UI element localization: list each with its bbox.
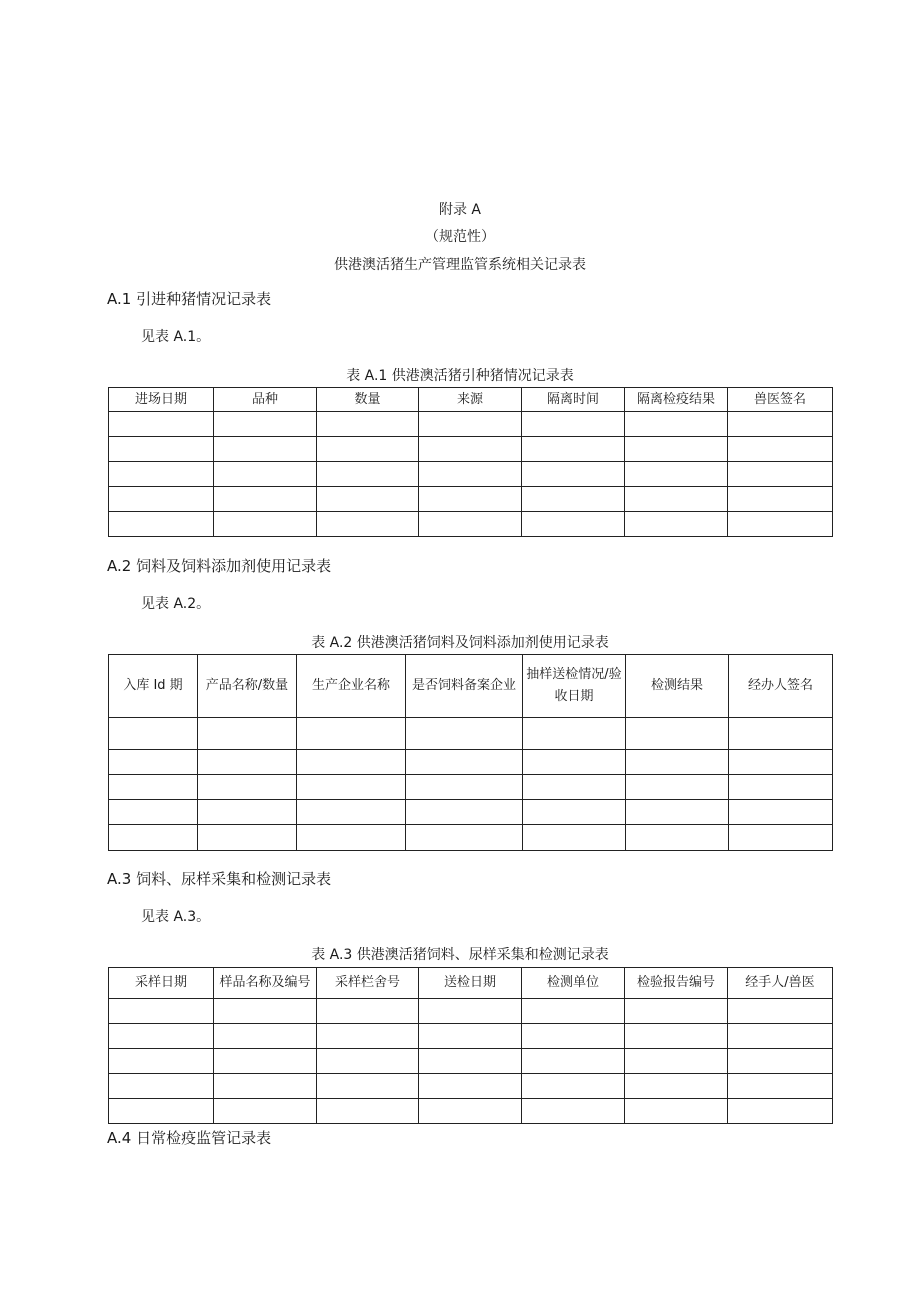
table-row xyxy=(109,462,833,487)
table-cell xyxy=(406,825,523,851)
table-header-cell: 检验报告编号 xyxy=(625,968,728,999)
table-cell xyxy=(317,1099,419,1124)
table-header-cell: 隔离检疫结果 xyxy=(625,388,728,412)
table-header-row xyxy=(109,655,833,718)
table-header-cell: 采样日期 xyxy=(109,968,214,999)
table-cell xyxy=(522,1049,625,1074)
table-row xyxy=(109,825,833,851)
table-cell xyxy=(198,825,297,851)
table-header-cell: 采样栏舍号 xyxy=(317,968,419,999)
table-cell xyxy=(522,487,625,512)
table-cell xyxy=(214,999,317,1024)
table-cell xyxy=(214,412,317,437)
table-cell xyxy=(109,825,198,851)
table-cell xyxy=(214,1024,317,1049)
table-cell xyxy=(406,718,523,750)
table-cell xyxy=(522,1099,625,1124)
table-header-cell: 经手人/兽医 xyxy=(728,968,833,999)
table-cell xyxy=(728,1099,833,1124)
table-cell xyxy=(109,437,214,462)
table-row xyxy=(109,1099,833,1124)
table-cell xyxy=(317,1024,419,1049)
table-header-cell: 生产企业名称 xyxy=(297,655,406,718)
table-cell xyxy=(523,800,626,825)
table-cell xyxy=(522,462,625,487)
table-row xyxy=(109,1024,833,1049)
table-cell xyxy=(626,775,729,800)
section-a4-title: A.4 日常检疫监管记录表 xyxy=(107,1129,272,1147)
table-cell xyxy=(214,1049,317,1074)
table-cell xyxy=(419,1024,522,1049)
table-row xyxy=(109,487,833,512)
table-cell xyxy=(625,1099,728,1124)
page-title: 供港澳活猪生产管理监管系统相关记录表 xyxy=(334,257,586,273)
table-cell xyxy=(297,718,406,750)
table-cell xyxy=(214,1099,317,1124)
table-cell xyxy=(419,412,522,437)
table-cell xyxy=(626,750,729,775)
table-cell xyxy=(406,775,523,800)
table-row xyxy=(109,999,833,1024)
table-header-cell: 检测结果 xyxy=(626,655,729,718)
table-cell xyxy=(419,999,522,1024)
table-row xyxy=(109,512,833,537)
table-cell xyxy=(109,800,198,825)
table-cell xyxy=(297,825,406,851)
table-cell xyxy=(198,750,297,775)
table-cell xyxy=(522,512,625,537)
table-cell xyxy=(214,1074,317,1099)
table-cell xyxy=(625,437,728,462)
table-cell xyxy=(626,718,729,750)
table-row xyxy=(109,1049,833,1074)
table-cell xyxy=(109,412,214,437)
section-a2-note: 见表 A.2。 xyxy=(141,596,211,612)
table-cell xyxy=(626,800,729,825)
table-a2-caption: 表 A.2 供港澳活猪饲料及饲料添加剂使用记录表 xyxy=(311,635,609,651)
table-cell xyxy=(728,462,833,487)
section-a3-note: 见表 A.3。 xyxy=(141,909,211,925)
table-cell xyxy=(406,750,523,775)
table-cell xyxy=(317,512,419,537)
table-cell xyxy=(728,999,833,1024)
table-cell xyxy=(728,512,833,537)
table-cell xyxy=(109,1024,214,1049)
table-header-cell: 入库 Id 期 xyxy=(109,655,198,718)
table-cell xyxy=(214,512,317,537)
table-cell xyxy=(728,1074,833,1099)
table-row xyxy=(109,437,833,462)
table-cell xyxy=(109,462,214,487)
table-a3 xyxy=(108,967,833,1124)
table-row xyxy=(109,775,833,800)
table-cell xyxy=(625,1024,728,1049)
table-header-cell: 兽医签名 xyxy=(728,388,833,412)
table-cell xyxy=(297,775,406,800)
table-cell xyxy=(523,750,626,775)
table-cell xyxy=(214,437,317,462)
table-cell xyxy=(625,1074,728,1099)
table-cell xyxy=(406,800,523,825)
table-cell xyxy=(198,775,297,800)
table-cell xyxy=(523,825,626,851)
table-cell xyxy=(297,750,406,775)
table-cell xyxy=(109,775,198,800)
table-header-cell: 产品名称/数量 xyxy=(198,655,297,718)
table-cell xyxy=(109,718,198,750)
table-cell xyxy=(198,800,297,825)
table-cell xyxy=(419,512,522,537)
table-cell xyxy=(317,487,419,512)
table-row xyxy=(109,718,833,750)
table-cell xyxy=(419,1049,522,1074)
table-cell xyxy=(728,412,833,437)
table-cell xyxy=(317,1074,419,1099)
table-cell xyxy=(109,1049,214,1074)
table-cell xyxy=(625,999,728,1024)
table-cell xyxy=(109,1099,214,1124)
table-cell xyxy=(728,437,833,462)
table-row xyxy=(109,800,833,825)
table-cell xyxy=(419,1099,522,1124)
table-cell xyxy=(626,825,729,851)
table-header-cell: 检测单位 xyxy=(522,968,625,999)
table-cell xyxy=(625,462,728,487)
table-cell xyxy=(214,462,317,487)
table-header-cell: 是否饲料备案企业 xyxy=(406,655,523,718)
section-a3-title: A.3 饲料、尿样采集和检测记录表 xyxy=(107,870,332,888)
table-cell xyxy=(522,437,625,462)
table-cell xyxy=(729,750,833,775)
table-cell xyxy=(317,1049,419,1074)
table-cell xyxy=(198,718,297,750)
table-cell xyxy=(625,1049,728,1074)
table-a1 xyxy=(108,387,833,537)
table-cell xyxy=(729,775,833,800)
table-cell xyxy=(729,825,833,851)
table-header-cell: 样品名称及编号 xyxy=(214,968,317,999)
table-cell xyxy=(729,800,833,825)
table-cell xyxy=(109,1074,214,1099)
section-a1-note: 见表 A.1。 xyxy=(141,329,211,345)
table-cell xyxy=(419,462,522,487)
table-header-cell: 经办人签名 xyxy=(729,655,833,718)
table-cell xyxy=(523,718,626,750)
table-cell xyxy=(522,1074,625,1099)
table-cell xyxy=(317,462,419,487)
table-cell xyxy=(214,487,317,512)
table-cell xyxy=(317,412,419,437)
table-a3-caption: 表 A.3 供港澳活猪饲料、尿样采集和检测记录表 xyxy=(311,947,609,963)
table-a2 xyxy=(108,654,833,851)
table-cell xyxy=(729,718,833,750)
table-header-cell: 数量 xyxy=(317,388,419,412)
table-cell xyxy=(297,800,406,825)
table-header-row xyxy=(109,968,833,999)
table-cell xyxy=(625,512,728,537)
table-header-cell: 品种 xyxy=(214,388,317,412)
table-cell xyxy=(522,412,625,437)
table-cell xyxy=(522,999,625,1024)
table-cell xyxy=(728,1024,833,1049)
table-cell xyxy=(523,775,626,800)
table-row xyxy=(109,412,833,437)
table-header-cell: 隔离时间 xyxy=(522,388,625,412)
table-header-cell: 进场日期 xyxy=(109,388,214,412)
table-row xyxy=(109,1074,833,1099)
appendix-nature: （规范性） xyxy=(425,229,495,245)
table-cell xyxy=(317,999,419,1024)
section-a1-title: A.1 引进种猪情况记录表 xyxy=(107,290,272,308)
table-cell xyxy=(109,487,214,512)
table-cell xyxy=(109,750,198,775)
table-cell xyxy=(728,487,833,512)
table-cell xyxy=(522,1024,625,1049)
table-header-row xyxy=(109,388,833,412)
appendix-label: 附录 A xyxy=(438,202,482,218)
table-cell xyxy=(317,437,419,462)
table-cell xyxy=(109,512,214,537)
table-cell xyxy=(109,999,214,1024)
table-cell xyxy=(625,412,728,437)
table-header-cell: 来源 xyxy=(419,388,522,412)
table-cell xyxy=(419,437,522,462)
table-row xyxy=(109,750,833,775)
table-cell xyxy=(625,487,728,512)
table-header-cell: 送检日期 xyxy=(419,968,522,999)
table-a1-caption: 表 A.1 供港澳活猪引种猪情况记录表 xyxy=(346,368,574,384)
table-cell xyxy=(728,1049,833,1074)
table-cell xyxy=(419,1074,522,1099)
section-a2-title: A.2 饲料及饲料添加剂使用记录表 xyxy=(107,557,332,575)
table-cell xyxy=(419,487,522,512)
table-header-cell: 抽样送检情况/验收日期 xyxy=(523,655,626,718)
